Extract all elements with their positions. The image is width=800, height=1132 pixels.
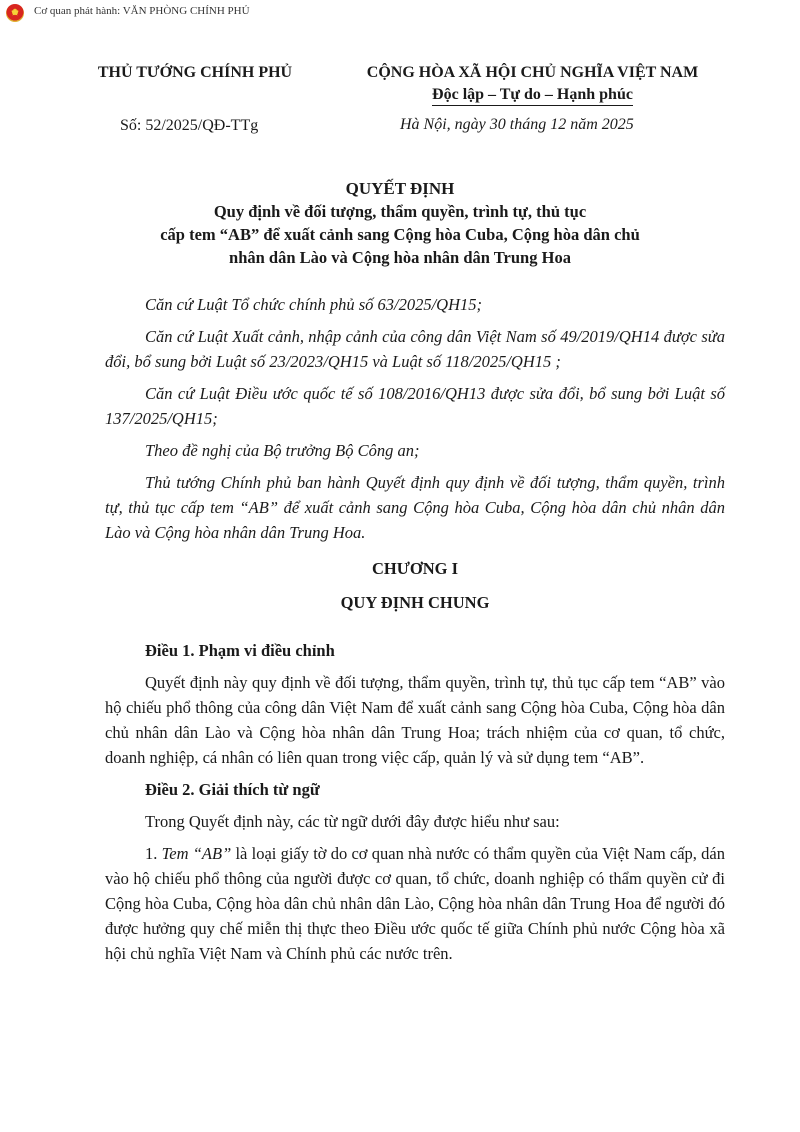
preamble-proposal: Theo đề nghị của Bộ trưởng Bộ Công an;	[145, 441, 420, 460]
title-line: nhân dân Lào và Cộng hòa nhân dân Trung Hoa	[229, 248, 571, 267]
definition-text: là loại giấy tờ do cơ quan nhà nước có thẩm quyền của Việt Nam cấp, dán vào hộ chiếu phổ thông của người được cơ quan, tổ chức, doanh nghiệp có thẩm quyền cử đi Cộng hòa Cuba, Cộng hòa dân chủ nhân dân Lào, Cộng hòa nhân dân Trung Hoa để người đó được hưởng quy chế miễn thị thực theo Điều ước quốc tế giữa Chính phủ nước Cộng hòa xã hội chủ nghĩa Việt Nam và Chính phủ các nước trên.	[105, 844, 725, 963]
issuer-stamp: Cơ quan phát hành: VĂN PHÒNG CHÍNH PHỦ	[34, 5, 250, 17]
nation-name: CỘNG HÒA XÃ HỘI CHỦ NGHĨA VIỆT NAM	[366, 64, 699, 81]
article-1-heading: Điều 1. Phạm vi điều chỉnh	[145, 641, 335, 660]
document-title-block	[80, 178, 720, 269]
title-line: cấp tem “AB” để xuất cảnh sang Cộng hòa Cuba, Cộng hòa dân chủ	[160, 225, 640, 244]
chapter-title: QUY ĐỊNH CHUNG	[340, 593, 490, 612]
article-2-heading: Điều 2. Giải thích từ ngữ	[145, 780, 320, 799]
chapter-number: CHƯƠNG I	[371, 559, 458, 578]
title-line: Quy định về đối tượng, thẩm quyền, trình tự, thủ tục	[213, 202, 587, 221]
document-number: Số: 52/2025/QĐ-TTg	[120, 117, 259, 134]
article-2-intro: Trong Quyết định này, các từ ngữ dưới đây được hiểu như sau:	[145, 812, 560, 831]
header-nation-block	[355, 64, 710, 106]
article-1-text: Quyết định này quy định về đối tượng, thẩm quyền, trình tự, thủ tục cấp tem “AB” vào hộ chiếu phổ thông của công dân Việt Nam để xuất cảnh sang Cộng hòa Cuba, Cộng hòa dân chủ nhân dân Lào và Cộng hòa nhân dân Trung Hoa; trách nhiệm của cơ quan, tổ chức, doanh nghiệp, cá nhân có liên quan trong việc cấp, quản lý và sử dụng tem “AB”.	[105, 673, 725, 767]
preamble-basis: Căn cứ Luật Điều ước quốc tế số 108/2016/QH13 được sửa đổi, bổ sung bởi Luật số 137/2025/QH15;	[105, 384, 725, 428]
document-body	[105, 292, 725, 973]
national-emblem-icon	[6, 4, 24, 22]
national-motto: Độc lập – Tự do – Hạnh phúc	[432, 86, 633, 106]
preamble-issuance: Thủ tướng Chính phủ ban hành Quyết định quy định về đối tượng, thẩm quyền, trình tự, thủ tục cấp tem “AB” để xuất cảnh sang Cộng hòa Cuba, Cộng hòa dân chủ nhân dân Lào và Cộng hòa nhân dân Trung Hoa.	[105, 473, 725, 542]
item-number: 1.	[145, 844, 162, 863]
document-date: Hà Nội, ngày 30 tháng 12 năm 2025	[400, 116, 634, 133]
preamble-basis: Căn cứ Luật Xuất cảnh, nhập cảnh của công dân Việt Nam số 49/2019/QH14 được sửa đổi, bổ sung bởi Luật số 23/2023/QH15 và Luật số 118/2025/QH15 ;	[105, 327, 725, 371]
header-agency-block	[80, 64, 310, 82]
agency-name: THỦ TƯỚNG CHÍNH PHỦ	[97, 64, 293, 81]
article-2-item-1	[105, 841, 725, 966]
defined-term: Tem “AB”	[161, 844, 232, 863]
document-type: QUYẾT ĐỊNH	[345, 179, 455, 198]
preamble-basis: Căn cứ Luật Tổ chức chính phủ số 63/2025/QH15;	[145, 295, 482, 314]
